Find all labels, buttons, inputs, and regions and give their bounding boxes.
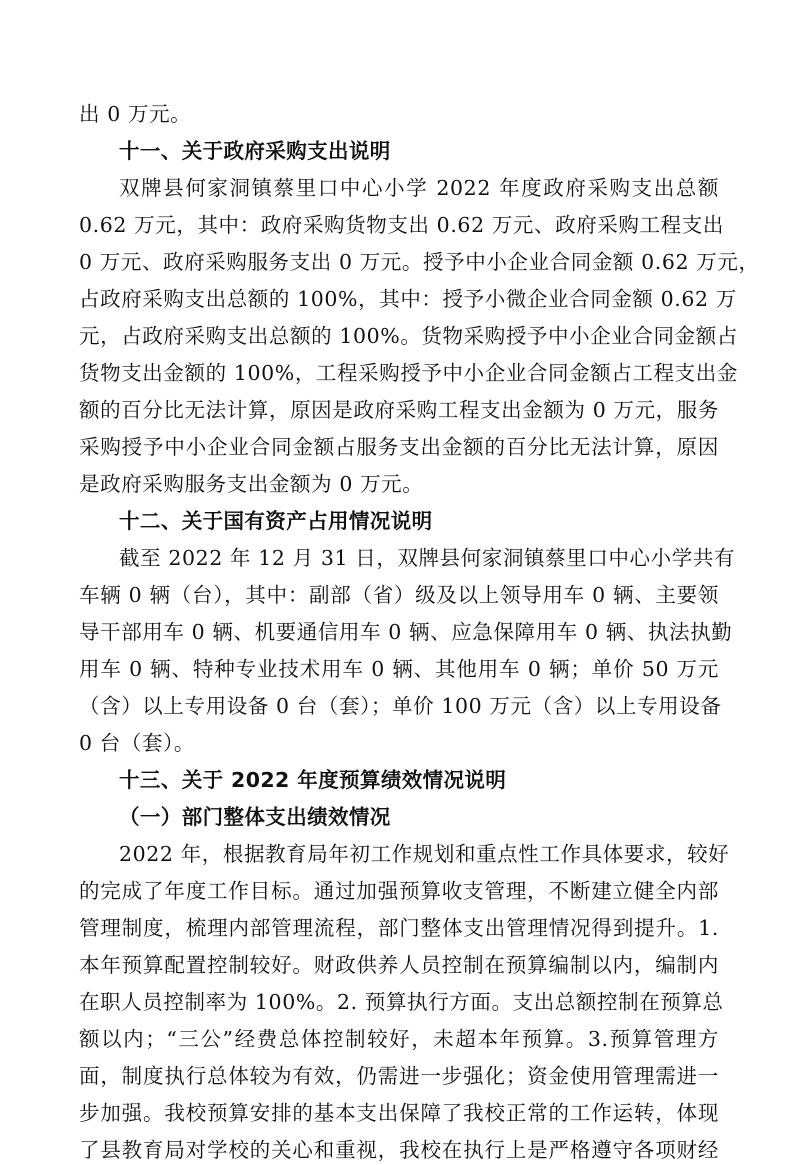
text-line: 本年预算配置控制较好。财政供养人员控制在预算编制以内，编制内	[79, 953, 719, 977]
section-heading-12: 十二、关于国有资产占用情况说明	[119, 509, 433, 533]
text-line: 管理制度，梳理内部管理流程，部门整体支出管理情况得到提升。1.	[79, 916, 719, 940]
text-line: 导干部用车 0 辆、机要通信用车 0 辆、应急保障用车 0 辆、执法执勤	[79, 620, 733, 644]
text-line: 额的百分比无法计算，原因是政府采购工程支出金额为 0 万元，服务	[79, 398, 719, 422]
text-line: 用车 0 辆、特种专业技术用车 0 辆、其他用车 0 辆；单价 50 万元	[79, 657, 719, 681]
text-line: 的完成了年度工作目标。通过加强预算收支管理，不断建立健全内部	[79, 879, 719, 903]
text-line: 步加强。我校预算安排的基本支出保障了我校正常的工作运转，体现	[79, 1101, 719, 1125]
text-line: 0 万元、政府采购服务支出 0 万元。授予中小企业合同金额 0.62 万元，	[79, 250, 760, 274]
subsection-heading-1: （一）部门整体支出绩效情况	[119, 805, 391, 829]
text-line: （含）以上专用设备 0 台（套）；单价 100 万元（含）以上专用设备	[79, 694, 722, 718]
text-line: 元，占政府采购支出总额的 100%。货物采购授予中小企业合同金额占	[79, 324, 738, 348]
text-line: 车辆 0 辆（台），其中：副部（省）级及以上领导用车 0 辆、主要领	[79, 583, 719, 607]
section-heading-13: 十三、关于 2022 年度预算绩效情况说明	[119, 768, 507, 792]
text-line: 额以内；“三公”经费总体控制较好，未超本年预算。3.预算管理方	[79, 1027, 719, 1051]
text-line: 在职人员控制率为 100%。2. 预算执行方面。支出总额控制在预算总	[79, 990, 724, 1014]
text-line: 面，制度执行总体较为有效，仍需进一步强化；资金使用管理需进一	[79, 1064, 719, 1088]
text-line: 截至 2022 年 12 月 31 日，双牌县何家洞镇蔡里口中心小学共有	[119, 546, 736, 570]
text-line: 采购授予中小企业合同金额占服务支出金额的百分比无法计算，原因	[79, 435, 719, 459]
text-line: 0 台（套）。	[79, 731, 196, 755]
section-heading-11: 十一、关于政府采购支出说明	[119, 139, 391, 163]
text-line: 出 0 万元。	[79, 102, 192, 126]
text-line: 占政府采购支出总额的 100%，其中：授予小微企业合同金额 0.62 万	[79, 287, 737, 311]
text-line: 双牌县何家洞镇蔡里口中心小学 2022 年度政府采购支出总额	[119, 176, 719, 200]
text-line: 2022 年，根据教育局年初工作规划和重点性工作具体要求，较好	[119, 842, 730, 866]
text-line: 是政府采购服务支出金额为 0 万元。	[79, 472, 424, 496]
text-line: 0.62 万元，其中：政府采购货物支出 0.62 万元、政府采购工程支出	[79, 213, 724, 237]
text-line: 了县教育局对学校的关心和重视，我校在执行上是严格遵守各项财经	[79, 1138, 719, 1162]
text-line: 货物支出金额的 100%，工程采购授予中小企业合同金额占工程支出金	[79, 361, 738, 385]
